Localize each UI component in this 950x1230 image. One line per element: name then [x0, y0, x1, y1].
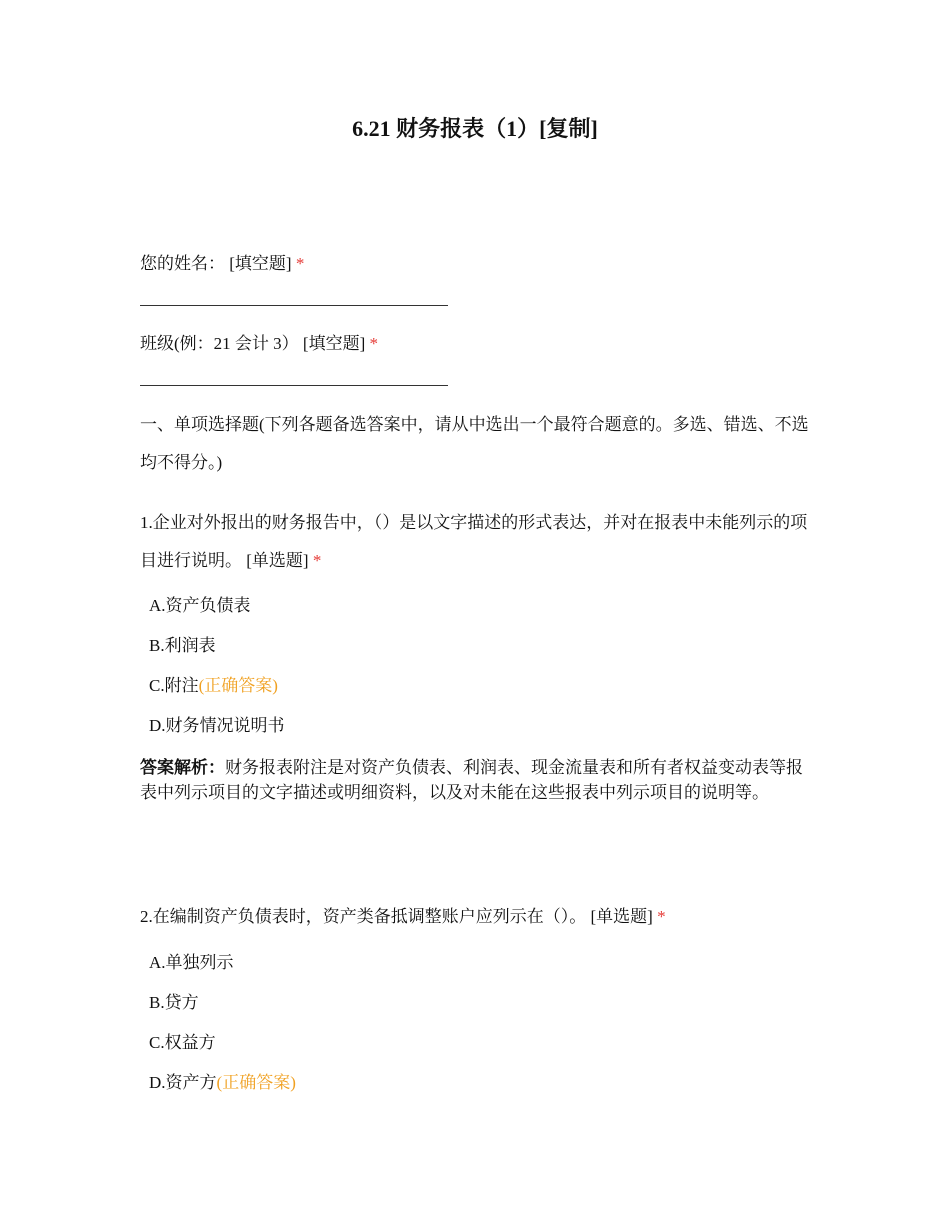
question-label: 班级(例：21 会计 3） [140, 334, 299, 353]
option-c[interactable] [149, 674, 278, 698]
analysis-label: 答案解析： [140, 758, 225, 777]
question-type-tag: [单选题] [590, 907, 653, 926]
page-title: 6.21 财务报表（1）[复制] [352, 116, 598, 141]
question-1 [140, 504, 815, 580]
class-input-line[interactable] [140, 385, 448, 386]
question-type-tag: [单选题] [246, 551, 309, 570]
option-label: A.单独列示 [149, 953, 234, 972]
analysis-text: 财务报表附注是对资产负债表、利润表、现金流量表和所有者权益变动表等报表中列示项目的文字描述或明细资料，以及对未能在这些报表中列示项目的说明等。 [140, 758, 803, 802]
option-b[interactable] [149, 991, 199, 1015]
required-mark: * [657, 907, 666, 926]
question-type-tag: [填空题] [229, 254, 292, 273]
question-class [140, 330, 815, 358]
option-label: B.利润表 [149, 636, 216, 655]
correct-answer-marker: (正确答案) [198, 676, 278, 695]
correct-answer-marker: (正确答案) [216, 1073, 296, 1092]
section-instruction: 一、单项选择题(下列各题备选答案中，请从中选出一个最符合题意的。多选、错选、不选均不得分。) [140, 415, 809, 472]
option-d[interactable] [149, 1071, 296, 1095]
question-name [140, 250, 815, 278]
question-text: 2.在编制资产负债表时，资产类备抵调整账户应列示在（）。 [140, 907, 587, 926]
option-label: D.财务情况说明书 [149, 716, 285, 735]
answer-analysis [140, 755, 815, 805]
question-type-tag: [填空题] [302, 334, 366, 353]
required-mark: * [295, 254, 305, 273]
option-label: C.附注 [149, 676, 199, 695]
name-input-line[interactable] [140, 305, 448, 306]
required-mark: * [369, 334, 378, 353]
option-label: A.资产负债表 [149, 596, 251, 615]
question-2 [140, 903, 815, 931]
question-text: 1.企业对外报出的财务报告中，（）是以文字描述的形式表达，并对在报表中未能列示的项目进行说明。 [140, 513, 808, 570]
option-a[interactable] [149, 594, 251, 618]
required-mark: * [312, 551, 322, 570]
option-a[interactable] [149, 951, 234, 975]
option-label: B.贷方 [149, 993, 199, 1012]
option-label: D.资产方 [149, 1073, 217, 1092]
option-b[interactable] [149, 634, 216, 658]
question-label: 您的姓名： [140, 254, 225, 273]
option-d[interactable] [149, 714, 285, 738]
option-label: C.权益方 [149, 1033, 216, 1052]
option-c[interactable] [149, 1031, 216, 1055]
